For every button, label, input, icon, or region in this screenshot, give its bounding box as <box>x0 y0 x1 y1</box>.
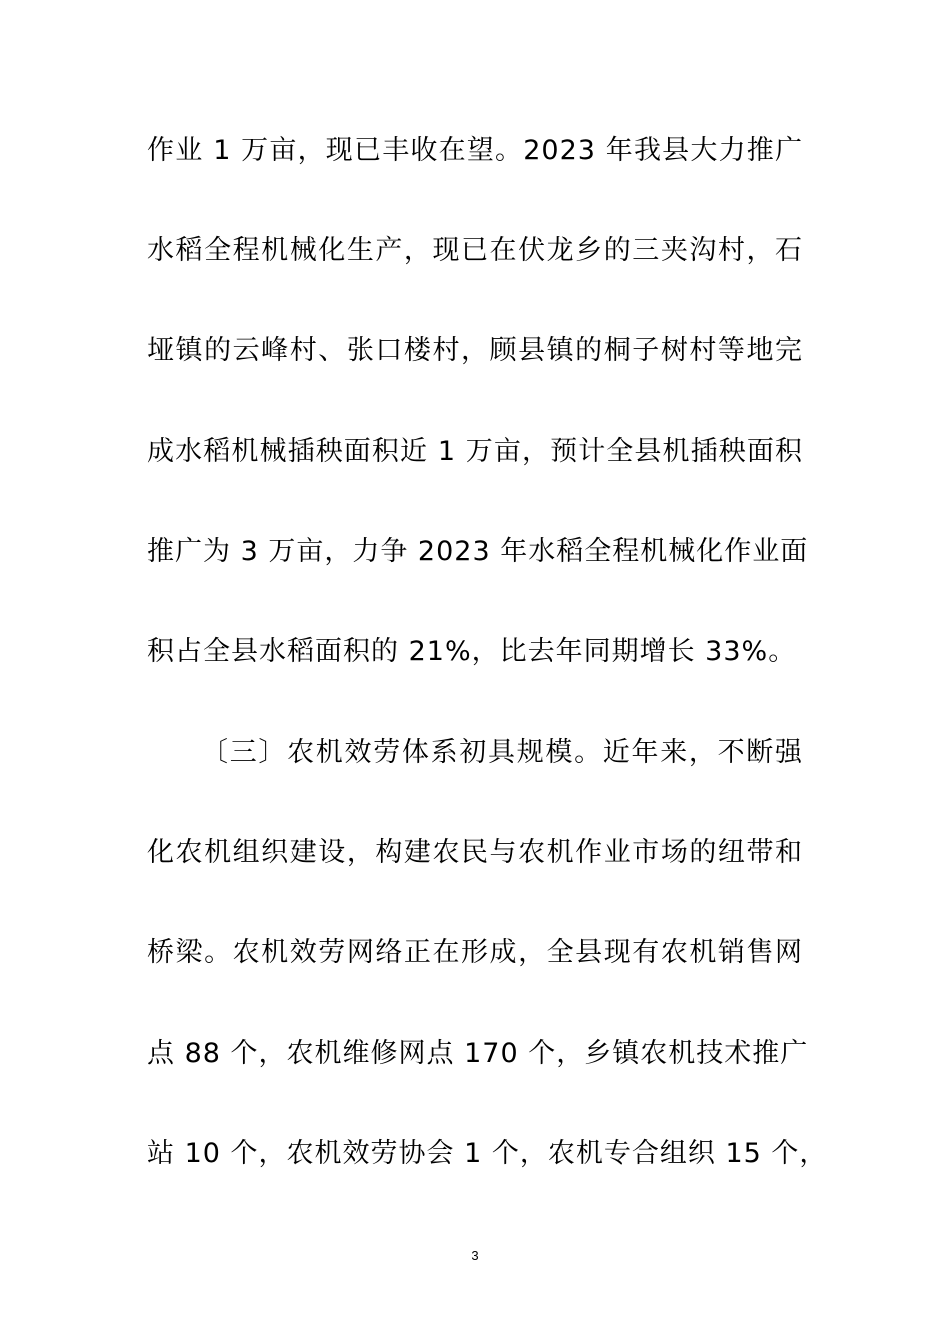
body-text-line: 站 10 个，农机效劳协会 1 个，农机专合组织 15 个， <box>147 1138 828 1169</box>
page-number: 3 <box>471 1248 479 1263</box>
body-text-line: 水稻全程机械化生产，现已在伏龙乡的三夹沟村，石 <box>147 235 803 266</box>
body-text-line: 化农机组织建设，构建农民与农机作业市场的纽带和 <box>147 837 803 868</box>
body-text-line: 成水稻机械插秧面积近 1 万亩，预计全县机插秧面积 <box>147 436 803 467</box>
body-text-line: 积占全县水稻面积的 21%，比去年同期增长 33%。 <box>147 636 797 667</box>
body-text-line: 作业 1 万亩，现已丰收在望。2023 年我县大力推广 <box>147 135 803 166</box>
body-text-line: 垭镇的云峰村、张口楼村，顾县镇的桐子树村等地完 <box>147 335 803 366</box>
section-heading-line: 〔三〕农机效劳体系初具规模。近年来，不断强 <box>201 737 803 768</box>
body-text-line: 点 88 个，农机维修网点 170 个，乡镇农机技术推广 <box>147 1038 809 1069</box>
body-text-line: 推广为 3 万亩，力争 2023 年水稻全程机械化作业面 <box>147 536 809 567</box>
body-text-line: 桥梁。农机效劳网络正在形成，全县现有农机销售网 <box>147 937 803 968</box>
